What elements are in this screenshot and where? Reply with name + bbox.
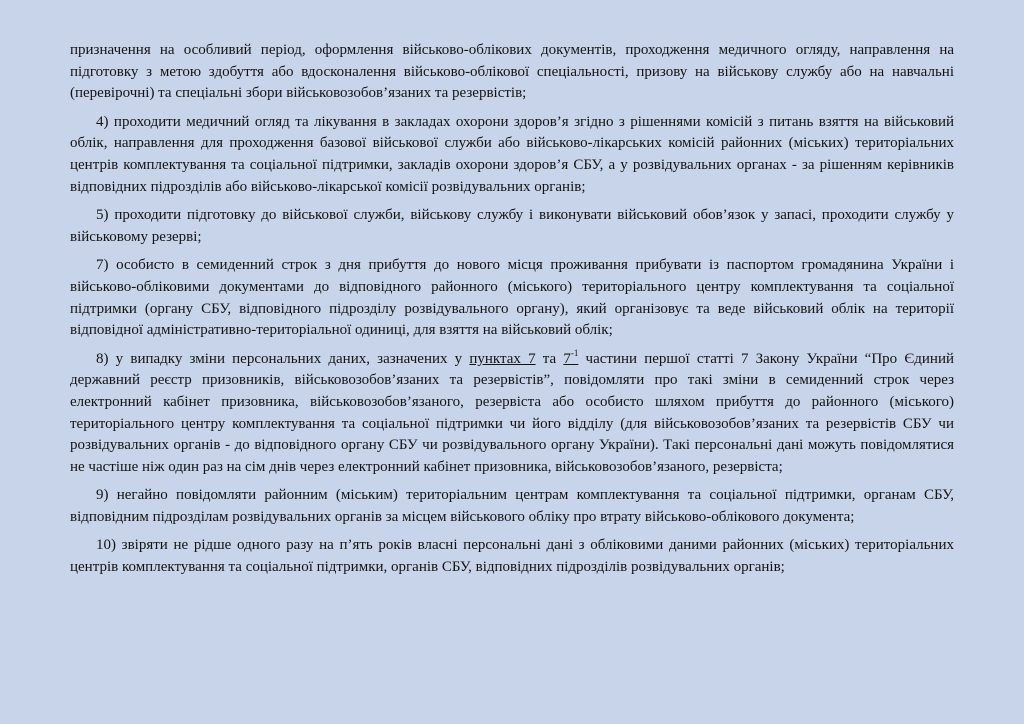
paragraph-item-5: 5) проходити підготовку до військової служби, військову службу і виконувати військовий обов’язок у запасі, проходити службу у військовому резерві; bbox=[70, 207, 954, 245]
paragraph-item-10: 10) звіряти не рідше одного разу на п’ять років власні персональні дані з обліковими даними районних (міських) територіальних центрів комплектування та соціальної підтримки, органів СБУ, відповідних підрозділів розвідувальних органів; bbox=[70, 537, 954, 576]
link-clause-7-1-sup: -1 bbox=[570, 347, 579, 358]
link-clause-7-1[interactable] bbox=[563, 347, 579, 367]
paragraph-continuation: призначення на особливий період, оформлення військово-облікових документів, проходження медичного огляду, направлення на підготовку з метою здобуття або вдосконалення військово-облікової спеціальності, призову на військову службу або на навчальні (перевірочні) та спеціальні збори військовозобов’язаних та резервістів; bbox=[70, 42, 954, 102]
paragraph-item-8-end: частини першої статті 7 Закону України “Про Єдиний державний реєстр призовників, військовозобов’язаних та резервістів”, повідомляти про такі зміни в семиденний строк через електронний кабінет призовника, військовозобов’язаного, резервіста або особисто шляхом прибуття до районного (міського) територіального центру комплектування та соціальної підтримки чи його відділу (для військовозобов’язаних та резервістів СБУ чи розвідувальних органів - до відповідного органу СБУ чи розвідувального органу України). Такі персональні дані можуть повідомлятися не частіше ніж один раз на сім днів через електронний кабінет призовника, військовозобов’язаного, резервіста; bbox=[70, 350, 955, 475]
paragraph-item-8-start: 8) у випадку зміни персональних даних, зазначених у bbox=[96, 350, 470, 367]
link-clause-7[interactable]: пунктах 7 bbox=[469, 350, 536, 367]
link-clause-7-1-base: 7 bbox=[563, 350, 571, 367]
paragraph-item-8-mid: та bbox=[535, 350, 564, 367]
paragraph-item-8 bbox=[70, 349, 954, 479]
paragraph-item-9: 9) негайно повідомляти районним (міським) територіальним центрам комплектування та соціальної підтримки, органам СБУ, відповідним підрозділам розвідувальних органів за місцем військового обліку про втрату військово-облікового документа; bbox=[70, 487, 954, 525]
paragraph-item-4: 4) проходити медичний огляд та лікування в закладах охорони здоров’я згідно з рішеннями комісій з питань взяття на військовий облік, направлення для проходження базової військової служби або військово-лікарських комісій районних (міських) територіальних центрів комплектування та соціальної підтримки, закладів охорони здоров’я СБУ, а у розвідувальних органах - за рішенням керівників відповідних підрозділів або військово-лікарської комісії розвідувальних органів; bbox=[70, 113, 954, 195]
paragraph-item-7: 7) особисто в семиденний строк з дня прибуття до нового місця проживання прибувати із паспортом громадянина України і військово-обліковими документами до відповідного районного (міського) територіального центру комплектування та соціальної підтримки (органу СБУ, відповідного підрозділу розвідувального органу), який організовує та веде військовий облік на території відповідної адміністративно-територіальної одиниці, для взяття на військовий облік; bbox=[70, 257, 954, 339]
